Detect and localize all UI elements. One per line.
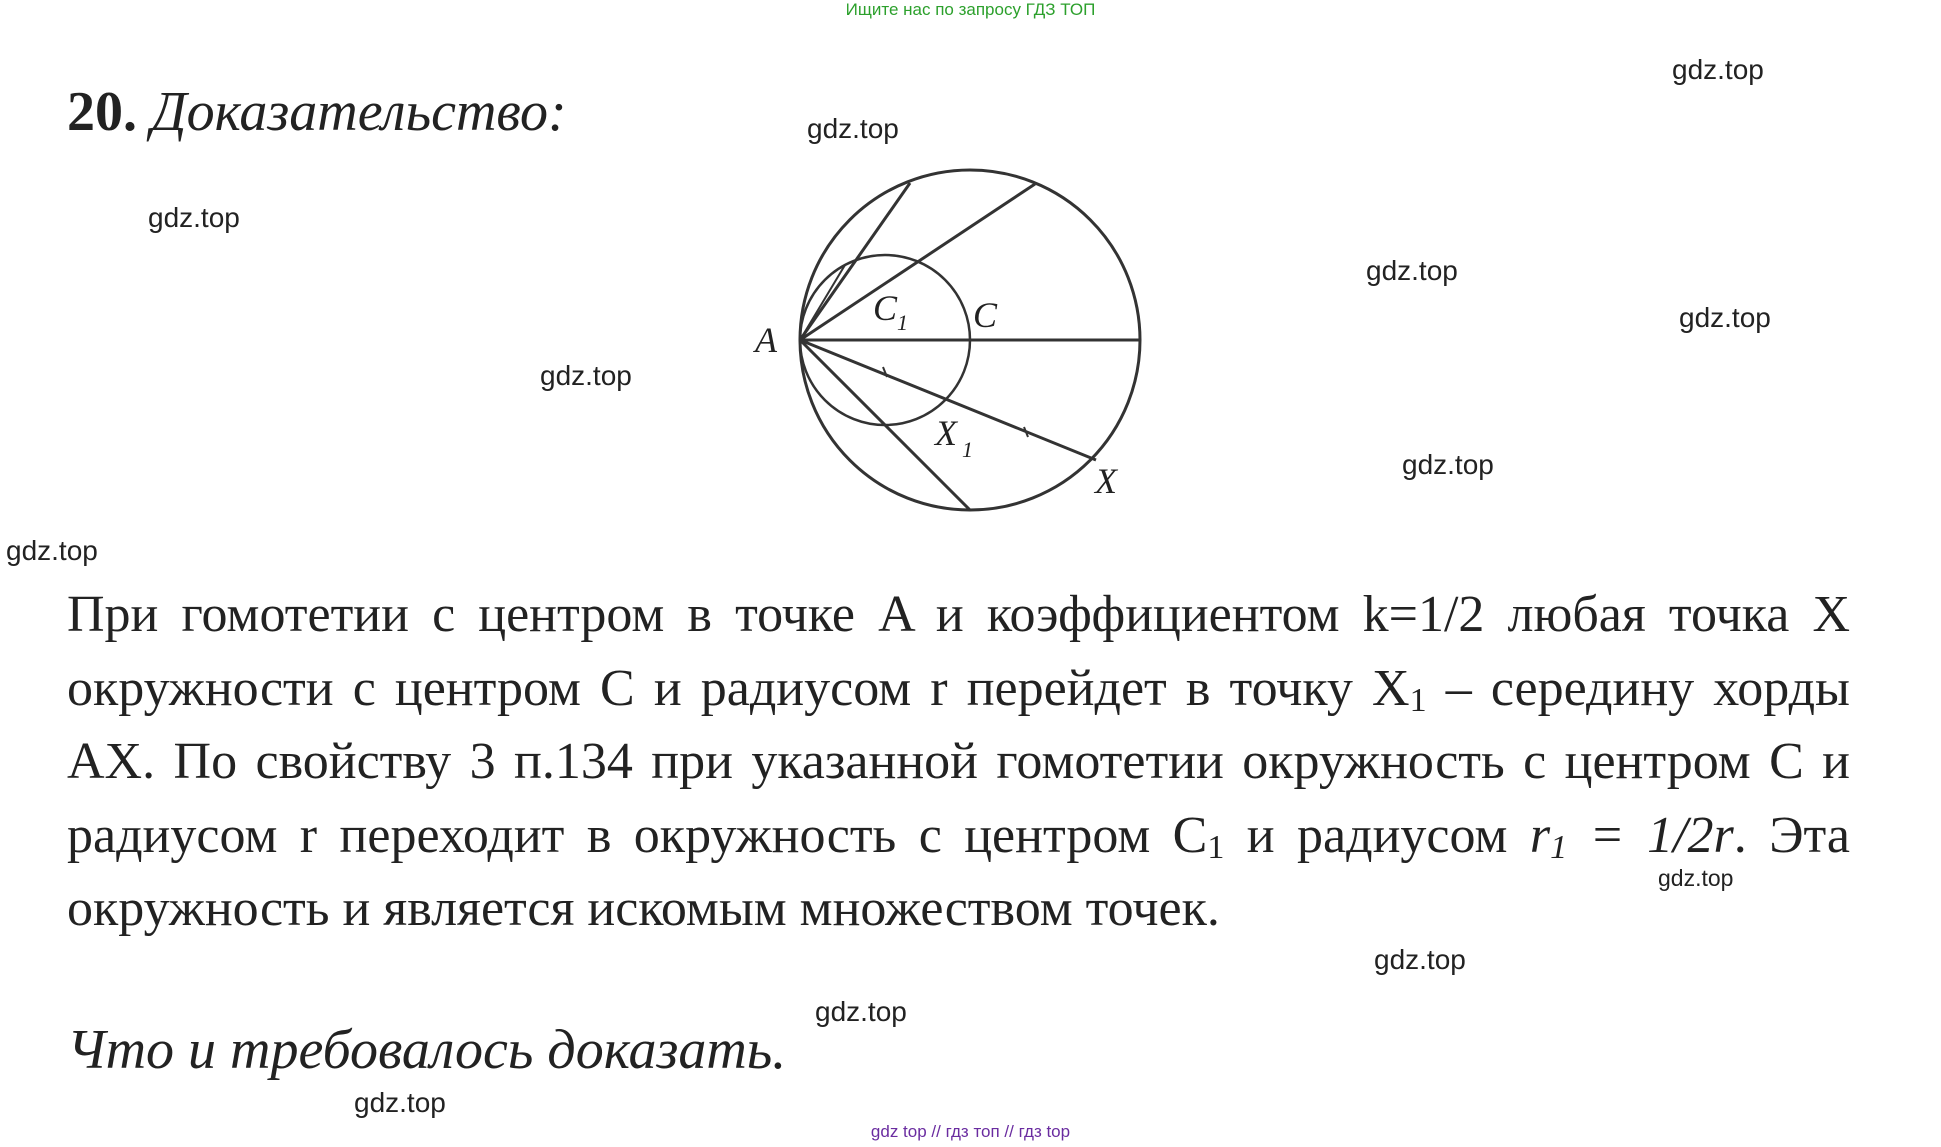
label-x1-sub: 1 (962, 437, 973, 462)
watermark: gdz.top (815, 996, 907, 1027)
label-c1: C (873, 288, 898, 328)
watermark: gdz.top (1658, 865, 1734, 891)
proof-text-2: – серединy хорды AX. По свойству 3 п.134 при указанной гомотетии окружность с центром C и радиусом r переходит в окружность с центром C (67, 659, 1850, 864)
top-search-link[interactable]: Ищите нас по запросу ГДЗ ТОП (845, 0, 1096, 19)
proof-paragraph (67, 578, 1850, 946)
task-number: 20. (67, 81, 137, 143)
watermark: gdz.top (6, 535, 98, 566)
task-title: Доказательство: (151, 81, 567, 143)
watermark: gdz.top (807, 113, 899, 144)
label-x: X (1095, 461, 1117, 501)
watermark: gdz.top (1672, 54, 1764, 85)
subscript: 1 (1409, 681, 1427, 719)
formula-rest: = 1/2r (1567, 806, 1734, 864)
watermark: gdz.top (1374, 944, 1466, 975)
watermark: gdz.top (148, 202, 240, 233)
proof-text-1: При гомотетии с центром в точке A и коэффициентом k=1/2 любая точка X окружности с центром C и радиусом r перейдет в точку X (67, 586, 1850, 717)
proof-text-4: . Эта окружность и является искомым множеством точек. (67, 806, 1850, 937)
chord-upper-small (800, 265, 845, 340)
footer-links[interactable]: gdz top // гдз топ // гдз top (870, 1122, 1071, 1141)
label-c1-sub: 1 (897, 310, 908, 335)
geometry-figure (740, 155, 1160, 525)
task-heading (67, 80, 567, 144)
label-a: A (755, 320, 777, 360)
conclusion: Что и требовалось доказать. (67, 1019, 787, 1081)
chord-upper-2 (800, 184, 1035, 340)
label-x1: X (935, 413, 957, 453)
watermark: gdz.top (540, 360, 632, 391)
subscript: 1 (1550, 828, 1568, 866)
formula-r: r (1529, 806, 1551, 864)
watermark: gdz.top (1402, 449, 1494, 480)
subscript: 1 (1207, 828, 1225, 866)
label-c: C (973, 295, 998, 335)
proof-text-3: и радиусом (1224, 806, 1530, 864)
watermark: gdz.top (1679, 302, 1771, 333)
watermark: gdz.top (354, 1087, 446, 1118)
watermark: gdz.top (1366, 255, 1458, 286)
formula (1530, 807, 1734, 864)
